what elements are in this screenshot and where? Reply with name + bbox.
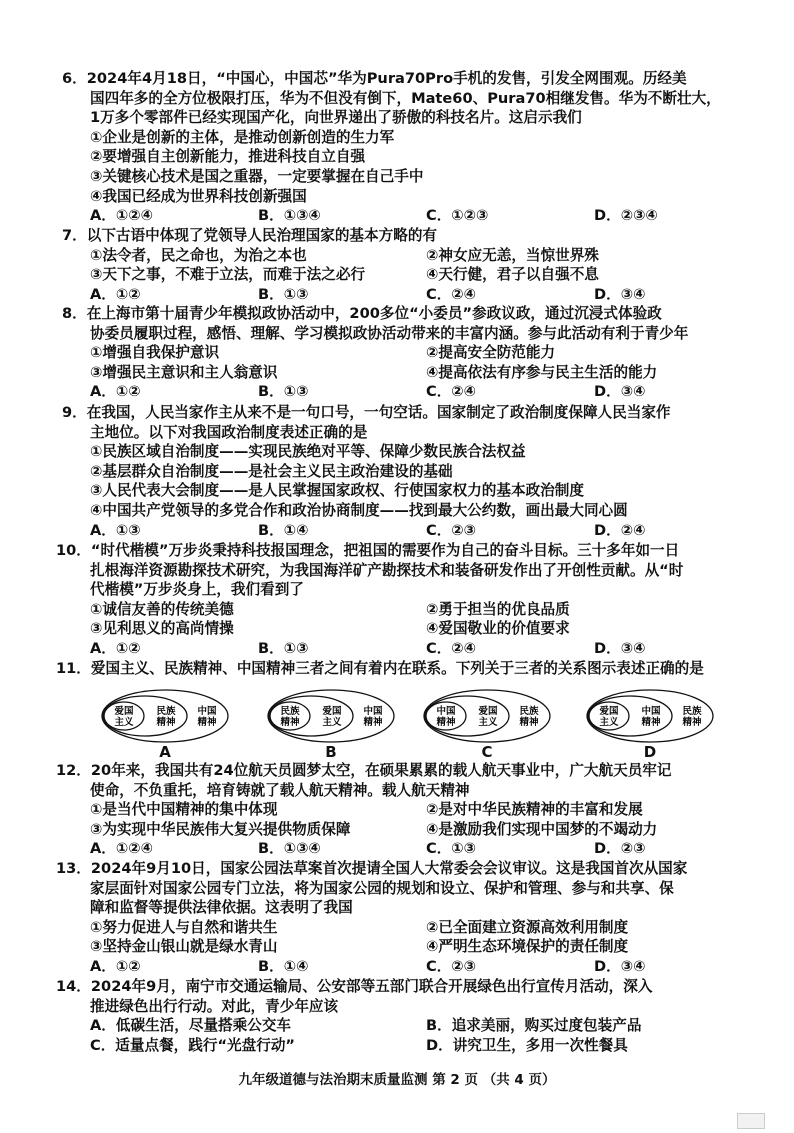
q8-items-row (62, 343, 762, 363)
diagram-d-outer-2: 精神 (682, 717, 702, 728)
diagram-c-inner-2: 精神 (436, 717, 456, 728)
q6-item: ①企业是创新的主体，是推动创新创造的生力军 (90, 128, 395, 146)
diagram-a-inner-1: 爱国 (114, 706, 134, 717)
q10-items-row (62, 619, 762, 639)
choice-d[interactable]: D．②③ (594, 840, 646, 858)
q10-stem-line: 扎根海洋资源勘探技术研究，为我国海洋矿产勘探技术和装备研发作出了开创性贡献。从“时 (90, 561, 684, 579)
q10-stem-line: 10．“时代楷模”万步炎秉持科技报国理念，把祖国的需要作为自己的奋斗目标。三十多年如一日 (56, 542, 680, 559)
diagram-b-outer-1: 中国 (363, 706, 383, 717)
q13-item: ③坚持金山银山就是绿水青山 (90, 938, 278, 956)
q7-stem: 7．以下古语中体现了党领导人民治理国家的基本方略的有 (62, 227, 438, 244)
q12-item: ②是对中华民族精神的丰富和发展 (426, 801, 643, 819)
choice-c[interactable]: C．②③ (426, 521, 477, 539)
q12-item: ④是激励我们实现中国梦的不竭动力 (426, 820, 658, 838)
diagram-c-middle-1: 爱国 (478, 706, 498, 717)
q14-stem-line: 推进绿色出行行动。对此，青少年应该 (90, 997, 339, 1015)
diagram-c-svg (422, 688, 552, 744)
q14-choices-row (62, 1016, 762, 1036)
q7-item: ②神女应无恙，当惊世界殊 (426, 246, 599, 264)
q8-items-row (62, 363, 762, 383)
q7-item: ③天下之事，不难于立法，而难于法之必行 (90, 266, 366, 284)
q10-item: ①诚信友善的传统美德 (90, 600, 234, 618)
q8-item: ③增强民主意识和主人翁意识 (90, 363, 278, 381)
choice-c[interactable]: C．②④ (426, 285, 477, 303)
diagram-d-middle-1: 中国 (641, 706, 661, 717)
diagram-a-svg (100, 688, 230, 744)
diagram-b-inner-1: 民族 (280, 706, 300, 717)
q10-stem-line: 代楷模”万步炎身上，我们看到了 (90, 581, 304, 599)
choice-b[interactable]: B．①③④ (258, 207, 321, 225)
diagram-a-label: A (159, 743, 171, 761)
choice-c[interactable]: C．②④ (426, 383, 477, 401)
q13-stem-line: 家层面针对国家公园专门立法，将为国家公园的规划和设立、保护和管理、参与和共享、保 (90, 879, 674, 897)
choice-a[interactable]: A．①②④ (90, 207, 153, 225)
choice-b[interactable]: B．①④ (258, 957, 309, 975)
diagram-a-outer-2: 精神 (197, 717, 217, 728)
q14-stem-line: 14．2024年9月，南宁市交通运输局、公安部等五部门联合开展绿色出行宣传月活动，深入 (56, 978, 653, 995)
q13-item: ④严明生态环境保护的责任制度 (426, 938, 629, 956)
q11-stem: 11．爱国主义、民族精神、中国精神三者之间有着内在联系。下列关于三者的关系图示表述正确的是 (56, 660, 704, 677)
q11-diagrams (100, 688, 760, 760)
diagram-a[interactable] (100, 688, 244, 760)
question-9 (62, 403, 762, 540)
q8-stem-line: 协委员履职过程，感悟、理解、学习模拟政协活动带来的丰富内涵。参与此活动有利于青少年 (90, 324, 689, 342)
q9-stem-line: 主地位。以下对我国政治制度表述正确的是 (90, 423, 368, 441)
diagram-a-inner-2: 主义 (114, 717, 134, 728)
q12-stem-line: 12．20年来，我国共有24位航天员圆梦太空，在硕果累累的载人航天事业中，广大航天员牢记 (56, 762, 672, 779)
q13-choices (62, 957, 762, 977)
diagram-b-svg (266, 688, 396, 744)
question-14 (56, 977, 762, 1055)
q7-item: ①法令者，民之命也，为治之本也 (90, 246, 307, 264)
choice-d[interactable]: D．③④ (594, 639, 646, 657)
question-12 (56, 761, 762, 859)
q12-items-row (62, 820, 762, 840)
choice-d[interactable]: D．③④ (594, 383, 646, 401)
diagram-d-middle-2: 精神 (641, 717, 661, 728)
choice-a[interactable]: A．低碳生活，尽量搭乘公交车 (90, 1017, 292, 1035)
q13-item: ①努力促进人与自然和谐共生 (90, 918, 278, 936)
q6-item: ④我国已经成为世界科技创新强国 (90, 187, 307, 205)
choice-b[interactable]: B．①③ (258, 285, 309, 303)
q7-items-row (62, 265, 762, 285)
diagram-b-middle-2: 主义 (322, 717, 342, 728)
choice-c[interactable]: C．①③ (426, 840, 477, 858)
diagram-a-middle-1: 民族 (156, 706, 176, 717)
diagram-b-outer-2: 精神 (363, 717, 383, 728)
q9-choices (62, 521, 762, 541)
choice-d[interactable]: D．③④ (594, 285, 646, 303)
question-11 (56, 659, 762, 679)
q10-items-row (62, 600, 762, 620)
choice-a[interactable]: A．①② (90, 383, 141, 401)
q7-items-row (62, 246, 762, 266)
diagram-b-label: B (325, 743, 337, 761)
diagram-c-outer-1: 民族 (519, 706, 539, 717)
q8-item: ①增强自我保护意识 (90, 344, 220, 362)
choice-b[interactable]: B．追求美丽，购买过度包装产品 (426, 1017, 642, 1035)
diagram-a-middle-2: 精神 (156, 717, 176, 728)
choice-b[interactable]: B．①③ (258, 383, 309, 401)
q8-item: ④提高依法有序参与民主生活的能力 (426, 363, 658, 381)
choice-a[interactable]: A．①②④ (90, 840, 153, 858)
q8-stem-line: 8．在上海市第十届青少年模拟政协活动中，200多位“小委员”参政议政，通过沉浸式体验政 (62, 305, 662, 322)
q13-items-row (62, 937, 762, 957)
choice-c[interactable]: C．②④ (426, 639, 477, 657)
choice-a[interactable]: A．①③ (90, 521, 141, 539)
choice-d[interactable]: D．讲究卫生，多用一次性餐具 (426, 1036, 628, 1054)
diagram-d-svg (585, 688, 715, 744)
q9-item: ②基层群众自治制度——是社会主义民主政治建设的基础 (90, 462, 453, 480)
diagram-c-label: C (481, 743, 493, 761)
choice-c[interactable]: C．①②③ (426, 207, 489, 225)
q10-item: ②勇于担当的优良品质 (426, 600, 570, 618)
q6-item: ②要增强自主创新能力，推进科技自立自强 (90, 148, 366, 166)
question-7 (62, 226, 762, 304)
q8-item: ②提高安全防范能力 (426, 344, 556, 362)
q10-item: ③见利思义的高尚情操 (90, 620, 234, 638)
q7-item: ④天行健，君子以自强不息 (426, 266, 599, 284)
diagram-d-outer-1: 民族 (682, 706, 702, 717)
q6-stem-line: 1万多个零部件已经实现国产化，向世界递出了骄傲的科技名片。这启示我们 (90, 109, 582, 127)
question-10 (56, 541, 762, 659)
q12-stem-line: 使命，不负重托，培育铸就了载人航天精神。载人航天精神 (90, 781, 470, 799)
diagram-a-outer-1: 中国 (197, 706, 217, 717)
q7-choices (62, 285, 762, 305)
q13-item: ②已全面建立资源高效利用制度 (426, 918, 629, 936)
q9-item: ③人民代表大会制度——是人民掌握国家政权、行使国家权力的基本政治制度 (90, 482, 584, 500)
choice-c[interactable]: C．适量点餐，践行“光盘行动” (90, 1036, 296, 1054)
choice-d[interactable]: D．③④ (594, 957, 646, 975)
q12-choices (62, 839, 762, 859)
question-13 (56, 859, 762, 977)
diagram-c-outer-2: 精神 (519, 717, 539, 728)
qr-watermark-icon (737, 1113, 765, 1129)
q6-choices (62, 206, 762, 226)
q9-item: ④中国共产党领导的多党合作和政治协商制度——找到最大公约数，画出最大同心圆 (90, 501, 628, 519)
q12-items-row (62, 800, 762, 820)
q13-stem-line: 障和监督等提供法律依据。这表明了我国 (90, 899, 353, 917)
diagram-d[interactable] (585, 688, 729, 760)
diagram-c[interactable] (422, 688, 566, 760)
question-6 (62, 69, 762, 226)
question-8 (62, 304, 762, 402)
choice-d[interactable]: D．②④ (594, 521, 646, 539)
choice-a[interactable]: A．①② (90, 285, 141, 303)
diagram-d-label: D (643, 743, 657, 761)
q9-item: ①民族区域自治制度——实现民族绝对平等、保障少数民族合法权益 (90, 443, 526, 461)
choice-b[interactable]: B．①③④ (258, 840, 321, 858)
q8-choices (62, 382, 762, 402)
page-footer: 九年级道德与法治期末质量监测 第 2 页 （共 4 页） (238, 1072, 556, 1088)
q6-stem-line: 国四年多的全方位极限打压，华为不但没有倒下，Mate60、Pura70相继发售。华为不断壮大， (90, 89, 721, 107)
q12-item: ①是当代中国精神的集中体现 (90, 801, 278, 819)
diagram-b-middle-1: 爱国 (322, 706, 342, 717)
diagram-b-inner-2: 精神 (280, 717, 300, 728)
diagram-b[interactable] (266, 688, 410, 760)
choice-b[interactable]: B．①③ (258, 639, 309, 657)
choice-b[interactable]: B．①④ (258, 521, 309, 539)
diagram-d-inner-2: 主义 (599, 717, 619, 728)
q9-stem-line: 9．在我国，人民当家作主从来不是一句口号，一句空话。国家制定了政治制度保障人民当家作 (62, 404, 671, 421)
q12-item: ③为实现中华民族伟大复兴提供物质保障 (90, 820, 351, 838)
choice-a[interactable]: A．①② (90, 639, 141, 657)
q6-item: ③关键核心技术是国之重器，一定要掌握在自己手中 (90, 167, 424, 185)
diagram-d-inner-1: 爱国 (599, 706, 619, 717)
q6-stem-line: 6．2024年4月18日，“中国心，中国芯”华为Pura70Pro手机的发售，引发全网围观。历经美 (62, 70, 687, 87)
q14-choices-row (62, 1036, 762, 1056)
q10-item: ④爱国敬业的价值要求 (426, 620, 570, 638)
diagram-c-middle-2: 主义 (478, 717, 498, 728)
choice-a[interactable]: A．①② (90, 957, 141, 975)
q13-stem-line: 13．2024年9月10日，国家公园法草案首次提请全国人大常委会会议审议。这是我国首次从国家 (56, 860, 688, 877)
q10-choices (62, 639, 762, 659)
q13-items-row (62, 918, 762, 938)
choice-c[interactable]: C．②③ (426, 957, 477, 975)
diagram-c-inner-1: 中国 (436, 706, 456, 717)
choice-d[interactable]: D．②③④ (594, 207, 658, 225)
